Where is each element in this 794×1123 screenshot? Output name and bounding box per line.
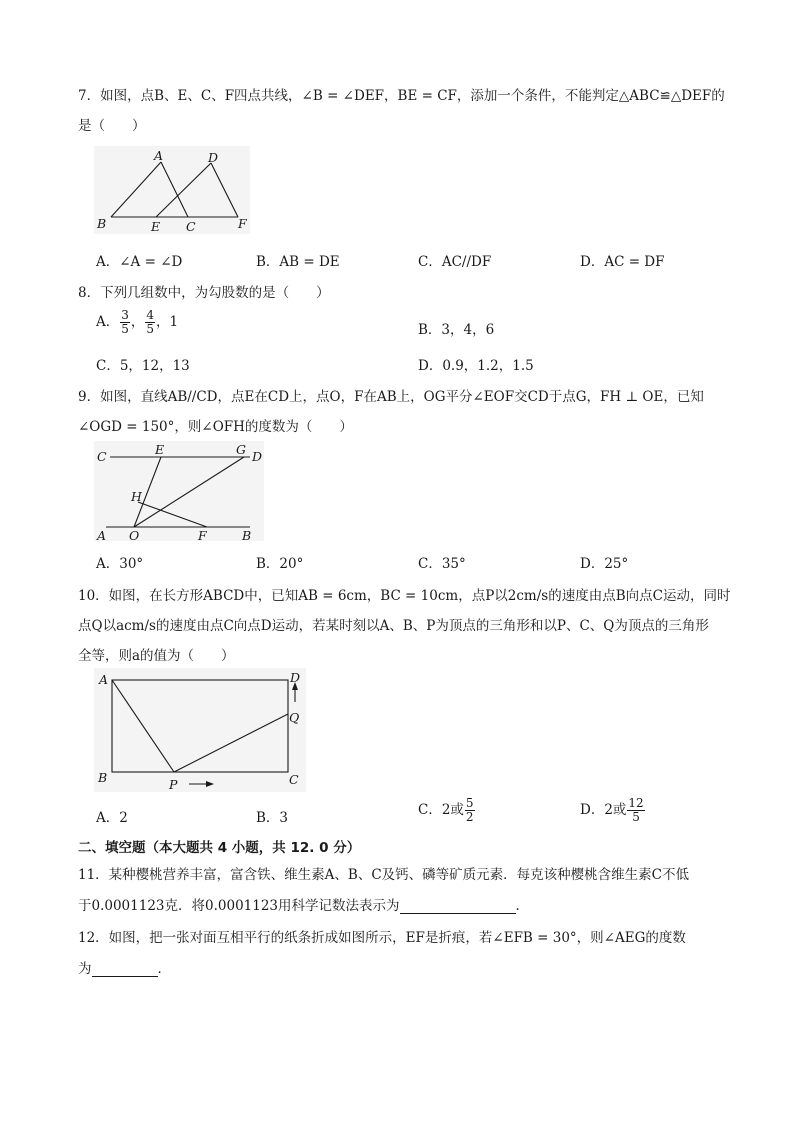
q9-label-O: O — [129, 528, 140, 541]
q10-label-A: A — [99, 672, 109, 687]
q10-label-D: D — [290, 670, 301, 685]
q10-stem-line2: 点Q以acm/s的速度由点C向点D运动，若某时刻以A、B、P为顶点的三角形和以P、C、Q为顶点的三角形 — [78, 618, 709, 634]
q10-figure — [94, 668, 306, 792]
q10-label-P: P — [169, 777, 178, 792]
q10-label-B: B — [98, 770, 108, 785]
q7-stem-line2: 是（ ） — [78, 118, 146, 134]
q12-stem-line1: 12．如图，把一张对面互相平行的纸条折成如图所示，EF是折痕，若∠EFB = 30°，则∠AEG的度数 — [78, 930, 686, 946]
q8-option-b: B．3，4，6 — [418, 322, 495, 338]
q10-label-Q: Q — [289, 710, 300, 725]
q9-label-H: H — [131, 489, 142, 504]
q7-label-E: E — [151, 219, 161, 234]
q9-option-b: B．20° — [256, 556, 304, 572]
q7-label-D: D — [208, 150, 219, 165]
q8-fraction-1: $\frac{3}{5}$ — [121, 308, 129, 336]
q7-option-a: A．∠A = ∠D — [96, 254, 183, 270]
q10-option-c: C．2或 $\frac{5}{2}$ — [418, 796, 474, 824]
q11-stem-line2: 于0.0001123克．将0.0001123用科学记数法表示为 ． — [78, 898, 530, 914]
q7-option-c: C．AC//DF — [418, 254, 492, 270]
q10-option-d-fraction: $\frac{12}{5}$ — [628, 796, 644, 824]
q7-label-A: A — [154, 148, 164, 163]
q9-option-a: A．30° — [96, 556, 144, 572]
q9-stem-line1: 9．如图，直线AB//CD，点E在CD上，点O，F在AB上，OG平分∠EOF交CD于点G，FH ⊥ OE，已知 — [78, 389, 704, 405]
q9-option-d: D．25° — [580, 556, 629, 572]
q9-figure — [94, 441, 264, 541]
q9-label-F: F — [198, 528, 207, 541]
q10-option-d: D．2或 $\frac{12}{5}$ — [580, 796, 644, 824]
q10-label-C: C — [289, 772, 299, 787]
q9-label-C: C — [97, 449, 107, 464]
q12-stem-line2: 为 ． — [78, 961, 171, 977]
q9-label-A: A — [97, 528, 107, 541]
q11-stem-line1: 11．某种樱桃营养丰富，富含铁、维生素A、B、C及钙、磷等矿质元素．每克该种樱桃含维生素C不低 — [78, 867, 690, 883]
q8-option-c: C．5，12，13 — [96, 358, 190, 374]
q9-label-D: D — [252, 449, 263, 464]
q9-label-G: G — [236, 442, 246, 457]
q9-stem-line2: ∠OGD = 150°，则∠OFH的度数为（ ） — [78, 419, 353, 435]
q7-label-F: F — [238, 216, 247, 231]
q7-label-C: C — [186, 219, 196, 234]
q9-option-c: C．35° — [418, 556, 466, 572]
q7-label-B: B — [97, 216, 107, 231]
q11-answer-blank[interactable] — [400, 899, 516, 914]
q9-label-B: B — [242, 528, 252, 541]
q7-stem-line1: 7．如图，点B、E、C、F四点共线，∠B = ∠DEF，BE = CF，添加一个条件，不能判定△ABC≌△DEF的 — [78, 88, 725, 104]
q8-option-a-prefix: A． — [96, 314, 120, 330]
q9-label-E: E — [155, 442, 165, 457]
q10-option-c-fraction: $\frac{5}{2}$ — [465, 796, 474, 824]
q8-stem: 8．下列几组数中，为勾股数的是（ ） — [78, 285, 330, 301]
q7-figure — [94, 146, 250, 234]
q10-stem-line3: 全等，则a的值为（ ） — [78, 648, 235, 664]
q12-answer-blank[interactable] — [92, 962, 158, 977]
q8-option-d: D．0.9，1.2，1.5 — [418, 358, 534, 374]
section-fill-in-title: 二、填空题（本大题共 4 小题，共 12. 0 分） — [78, 840, 361, 856]
q8-option-a: A． $\frac{3}{5}$ ， $\frac{4}{5}$ ，1 — [96, 308, 179, 336]
q10-stem-line1: 10．如图，在长方形ABCD中，已知AB = 6cm，BC = 10cm，点P以2cm/s的速度由点B向点C运动，同时 — [78, 588, 731, 604]
q8-fraction-2: $\frac{4}{5}$ — [146, 308, 155, 336]
q7-option-b: B．AB = DE — [256, 254, 340, 270]
q10-option-b: B．3 — [256, 810, 289, 826]
q10-option-a: A．2 — [96, 810, 128, 826]
q7-option-d: D．AC = DF — [580, 254, 665, 270]
